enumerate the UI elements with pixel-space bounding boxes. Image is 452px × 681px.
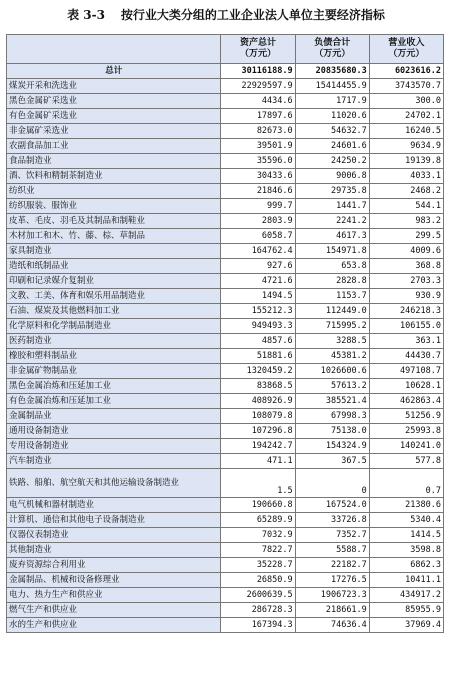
revenue-value: 983.2 — [369, 214, 443, 229]
liabilities-value: 54632.7 — [295, 124, 369, 139]
revenue-value: 16240.5 — [369, 124, 443, 139]
table-row — [7, 588, 444, 603]
liabilities-value: 385521.4 — [295, 394, 369, 409]
assets-value: 927.6 — [221, 259, 295, 274]
revenue-value: 19139.8 — [369, 154, 443, 169]
column-header-unit: （万元） — [314, 49, 351, 59]
liabilities-value: 1026600.6 — [295, 364, 369, 379]
assets-value: 35228.7 — [221, 558, 295, 573]
industry-name: 皮革、毛皮、羽毛及其制品和制鞋业 — [7, 214, 221, 229]
liabilities-value: 45381.2 — [295, 349, 369, 364]
table-row — [7, 199, 444, 214]
assets-value: 107296.8 — [221, 424, 295, 439]
column-header-revenue — [369, 35, 443, 64]
revenue-value: 37969.4 — [369, 618, 443, 633]
assets-value: 4434.6 — [221, 94, 295, 109]
liabilities-value: 367.5 — [295, 454, 369, 469]
industry-name: 燃气生产和供应业 — [7, 603, 221, 618]
assets-value: 2600639.5 — [221, 588, 295, 603]
revenue-value: 24702.1 — [369, 109, 443, 124]
revenue-value: 21380.6 — [369, 498, 443, 513]
table-row — [7, 618, 444, 633]
industry-name: 非金属矿物制品业 — [7, 364, 221, 379]
column-header-label: 资产总计 — [240, 38, 277, 48]
table-row — [7, 424, 444, 439]
table-row — [7, 184, 444, 199]
assets-value: 2803.9 — [221, 214, 295, 229]
table-row — [7, 214, 444, 229]
assets-value: 949493.3 — [221, 319, 295, 334]
table-title — [0, 0, 452, 28]
table-row — [7, 379, 444, 394]
assets-value: 51881.6 — [221, 349, 295, 364]
revenue-value: 106155.0 — [369, 319, 443, 334]
table-row — [7, 109, 444, 124]
assets-value: 164762.4 — [221, 244, 295, 259]
liabilities-value: 218661.9 — [295, 603, 369, 618]
revenue-value: 363.1 — [369, 334, 443, 349]
assets-value: 21846.6 — [221, 184, 295, 199]
industry-name: 石油、煤炭及其他燃料加工业 — [7, 304, 221, 319]
industry-name: 食品制造业 — [7, 154, 221, 169]
revenue-value: 4033.1 — [369, 169, 443, 184]
revenue-value: 3743570.7 — [369, 79, 443, 94]
industry-name: 电气机械和器材制造业 — [7, 498, 221, 513]
industry-name: 酒、饮料和精制茶制造业 — [7, 169, 221, 184]
revenue-value: 1414.5 — [369, 528, 443, 543]
table-row — [7, 334, 444, 349]
liabilities-value: 154324.9 — [295, 439, 369, 454]
industry-name: 黑色金属冶炼和压延加工业 — [7, 379, 221, 394]
liabilities-value: 1906723.3 — [295, 588, 369, 603]
industry-name: 水的生产和供应业 — [7, 618, 221, 633]
industry-name: 有色金属矿采选业 — [7, 109, 221, 124]
table-row — [7, 469, 444, 498]
table-row — [7, 603, 444, 618]
industry-name: 铁路、船舶、航空航天和其他运输设备制造业 — [7, 469, 221, 498]
assets-value: 1.5 — [221, 469, 295, 498]
industry-name: 电力、热力生产和供应业 — [7, 588, 221, 603]
table-body — [7, 64, 444, 633]
revenue-value: 434917.2 — [369, 588, 443, 603]
industry-name: 非金属矿采选业 — [7, 124, 221, 139]
assets-value: 4721.6 — [221, 274, 295, 289]
assets-value: 190660.8 — [221, 498, 295, 513]
liabilities-value: 1717.9 — [295, 94, 369, 109]
liabilities-value: 0 — [295, 469, 369, 498]
revenue-value: 4009.6 — [369, 244, 443, 259]
liabilities-value: 1153.7 — [295, 289, 369, 304]
assets-value: 167394.3 — [221, 618, 295, 633]
revenue-value: 0.7 — [369, 469, 443, 498]
revenue-value: 246218.3 — [369, 304, 443, 319]
industry-name: 金属制品业 — [7, 409, 221, 424]
table-row — [7, 528, 444, 543]
liabilities-value: 24601.6 — [295, 139, 369, 154]
table-row — [7, 124, 444, 139]
industry-name: 煤炭开采和洗选业 — [7, 79, 221, 94]
assets-value: 286728.3 — [221, 603, 295, 618]
table-row — [7, 304, 444, 319]
liabilities-value: 15414455.9 — [295, 79, 369, 94]
industry-name: 其他制造业 — [7, 543, 221, 558]
industry-name: 计算机、通信和其他电子设备制造业 — [7, 513, 221, 528]
industry-name: 废弃资源综合利用业 — [7, 558, 221, 573]
revenue-value: 5340.4 — [369, 513, 443, 528]
liabilities-value: 715995.2 — [295, 319, 369, 334]
table-row — [7, 364, 444, 379]
table-row — [7, 94, 444, 109]
assets-value: 6058.7 — [221, 229, 295, 244]
liabilities-value: 29735.8 — [295, 184, 369, 199]
revenue-value: 140241.0 — [369, 439, 443, 454]
industry-name: 纺织服装、服饰业 — [7, 199, 221, 214]
revenue-value: 368.8 — [369, 259, 443, 274]
table-row — [7, 573, 444, 588]
assets-value: 82673.0 — [221, 124, 295, 139]
industry-name: 农副食品加工业 — [7, 139, 221, 154]
table-row — [7, 139, 444, 154]
column-header-unit: （万元） — [240, 49, 277, 59]
revenue-value: 300.0 — [369, 94, 443, 109]
liabilities-value: 3288.5 — [295, 334, 369, 349]
liabilities-value: 4617.3 — [295, 229, 369, 244]
column-header-liabilities — [295, 35, 369, 64]
assets-value: 1320459.2 — [221, 364, 295, 379]
industry-name: 木材加工和木、竹、藤、棕、草制品 — [7, 229, 221, 244]
table-row — [7, 289, 444, 304]
table-row — [7, 169, 444, 184]
table-row — [7, 79, 444, 94]
revenue-value: 10411.1 — [369, 573, 443, 588]
table-row — [7, 274, 444, 289]
table-row — [7, 259, 444, 274]
assets-value: 35596.0 — [221, 154, 295, 169]
assets-value: 7032.9 — [221, 528, 295, 543]
industry-name: 汽车制造业 — [7, 454, 221, 469]
revenue-value: 10628.1 — [369, 379, 443, 394]
industry-name: 通用设备制造业 — [7, 424, 221, 439]
revenue-value: 9634.9 — [369, 139, 443, 154]
liabilities-value: 9006.8 — [295, 169, 369, 184]
liabilities-value: 24250.2 — [295, 154, 369, 169]
industry-name: 黑色金属矿采选业 — [7, 94, 221, 109]
revenue-value: 44430.7 — [369, 349, 443, 364]
column-header-assets — [221, 35, 295, 64]
revenue-value: 2468.2 — [369, 184, 443, 199]
industry-name: 家具制造业 — [7, 244, 221, 259]
assets-value: 1494.5 — [221, 289, 295, 304]
liabilities-value: 2828.8 — [295, 274, 369, 289]
table-row — [7, 454, 444, 469]
assets-value: 194242.7 — [221, 439, 295, 454]
revenue-value: 2703.3 — [369, 274, 443, 289]
liabilities-value: 17276.5 — [295, 573, 369, 588]
revenue-value: 25993.8 — [369, 424, 443, 439]
liabilities-value: 22182.7 — [295, 558, 369, 573]
revenue-value: 930.9 — [369, 289, 443, 304]
liabilities-value: 57613.2 — [295, 379, 369, 394]
liabilities-value: 1441.7 — [295, 199, 369, 214]
industry-name: 印刷和记录媒介复制业 — [7, 274, 221, 289]
industry-name: 仪器仪表制造业 — [7, 528, 221, 543]
industry-name: 化学原料和化学制品制造业 — [7, 319, 221, 334]
industry-name: 纺织业 — [7, 184, 221, 199]
revenue-value: 6862.3 — [369, 558, 443, 573]
industry-name: 文教、工美、体育和娱乐用品制造业 — [7, 289, 221, 304]
liabilities-value: 33726.8 — [295, 513, 369, 528]
revenue-value: 462863.4 — [369, 394, 443, 409]
header-corner — [7, 35, 221, 64]
liabilities-value: 154971.8 — [295, 244, 369, 259]
revenue-value: 497108.7 — [369, 364, 443, 379]
assets-value: 65289.9 — [221, 513, 295, 528]
revenue-value: 3598.8 — [369, 543, 443, 558]
assets-value: 30433.6 — [221, 169, 295, 184]
column-header-label: 负债合计 — [314, 38, 351, 48]
table-number: 表 3-3 — [67, 7, 105, 22]
industry-name: 有色金属冶炼和压延加工业 — [7, 394, 221, 409]
assets-value: 155212.3 — [221, 304, 295, 319]
assets-value: 7822.7 — [221, 543, 295, 558]
assets-value: 22929597.9 — [221, 79, 295, 94]
column-header-label: 营业收入 — [388, 38, 425, 48]
revenue-value: 577.8 — [369, 454, 443, 469]
liabilities-value: 7352.7 — [295, 528, 369, 543]
table-row — [7, 394, 444, 409]
assets-value: 471.1 — [221, 454, 295, 469]
industry-name: 造纸和纸制品业 — [7, 259, 221, 274]
total-row — [7, 64, 444, 79]
table-row — [7, 229, 444, 244]
revenue-value: 299.5 — [369, 229, 443, 244]
table-row — [7, 244, 444, 259]
table-row — [7, 154, 444, 169]
assets-value: 83868.5 — [221, 379, 295, 394]
assets-value: 4857.6 — [221, 334, 295, 349]
column-header-unit: （万元） — [388, 49, 425, 59]
revenue-value: 544.1 — [369, 199, 443, 214]
assets-value: 17897.6 — [221, 109, 295, 124]
liabilities-value: 167524.0 — [295, 498, 369, 513]
table-row — [7, 439, 444, 454]
industry-name: 专用设备制造业 — [7, 439, 221, 454]
table-row — [7, 319, 444, 334]
revenue-value: 85955.9 — [369, 603, 443, 618]
table-row — [7, 349, 444, 364]
assets-value: 26850.9 — [221, 573, 295, 588]
liabilities-value: 11020.6 — [295, 109, 369, 124]
revenue-value: 51256.9 — [369, 409, 443, 424]
table-row — [7, 409, 444, 424]
liabilities-value: 74636.4 — [295, 618, 369, 633]
liabilities-value: 2241.2 — [295, 214, 369, 229]
liabilities-value: 112449.0 — [295, 304, 369, 319]
liabilities-value: 5588.7 — [295, 543, 369, 558]
table-row — [7, 543, 444, 558]
assets-value: 408926.9 — [221, 394, 295, 409]
total-revenue: 6023616.2 — [369, 64, 443, 79]
total-assets: 30116188.9 — [221, 64, 295, 79]
liabilities-value: 75138.0 — [295, 424, 369, 439]
industry-name: 橡胶和塑料制品业 — [7, 349, 221, 364]
industry-name: 医药制造业 — [7, 334, 221, 349]
industry-name: 金属制品、机械和设备修理业 — [7, 573, 221, 588]
assets-value: 108079.8 — [221, 409, 295, 424]
table-title-text: 按行业大类分组的工业企业法人单位主要经济指标 — [120, 7, 385, 22]
total-label: 总计 — [7, 64, 221, 79]
table-row — [7, 558, 444, 573]
industry-indicators-table — [6, 34, 444, 633]
table-row — [7, 513, 444, 528]
liabilities-value: 653.8 — [295, 259, 369, 274]
liabilities-value: 67998.3 — [295, 409, 369, 424]
assets-value: 39501.9 — [221, 139, 295, 154]
assets-value: 999.7 — [221, 199, 295, 214]
header-row — [7, 35, 444, 64]
total-liabilities: 20835680.3 — [295, 64, 369, 79]
table-row — [7, 498, 444, 513]
